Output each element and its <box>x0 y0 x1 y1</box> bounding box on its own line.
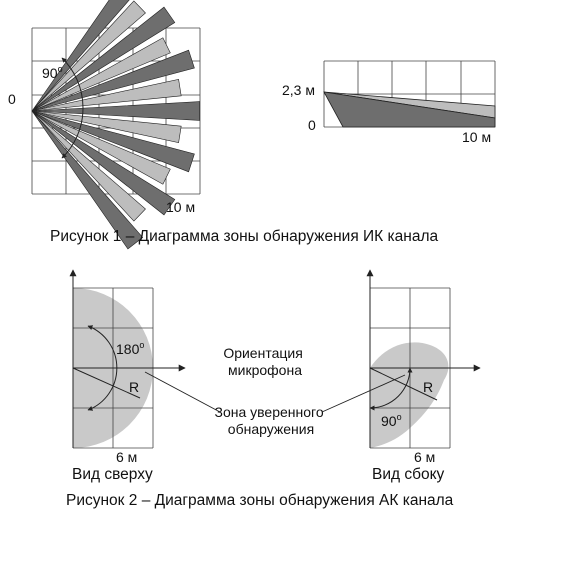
ac-top-radius-label: R <box>129 379 140 395</box>
mic-orientation-label: Ориентация микрофона <box>223 345 303 378</box>
ir-side-view <box>282 61 495 145</box>
ac-top-view <box>72 270 185 483</box>
confident-zone-label: Зона уверенного обнаружения <box>214 404 324 437</box>
ir-side-height-label: 2,3 м <box>282 82 315 98</box>
ac-top-range-label: 6 м <box>116 449 138 465</box>
figure1-caption: Рисунок 1 – Диаграмма зоны обнаружения ИК канала <box>50 228 439 245</box>
ir-top-origin-label: 0 <box>8 91 16 107</box>
ir-side-origin-label: 0 <box>308 117 316 133</box>
figure2-caption: Рисунок 2 – Диаграмма зоны обнаружения АК канала <box>66 492 454 509</box>
ac-side-range-label: 6 м <box>414 449 436 465</box>
ac-side-radius-label: R <box>423 379 434 395</box>
ac-side-angle-label: 90$^o$ <box>381 412 402 429</box>
ac-top-title: Вид сверху <box>72 466 153 483</box>
ac-side-title: Вид сбоку <box>372 466 445 483</box>
ir-top-range-label: 10 м <box>166 199 196 215</box>
confident-zone-leader-left <box>145 372 220 412</box>
ac-side-zone <box>370 342 448 448</box>
ir-angle-label: 90$^o$ <box>42 64 63 81</box>
ac-side-view <box>370 270 480 483</box>
ir-top-view <box>8 0 200 249</box>
ir-side-range-label: 10 м <box>462 129 492 145</box>
ac-top-angle-label: 180$^o$ <box>116 340 145 357</box>
